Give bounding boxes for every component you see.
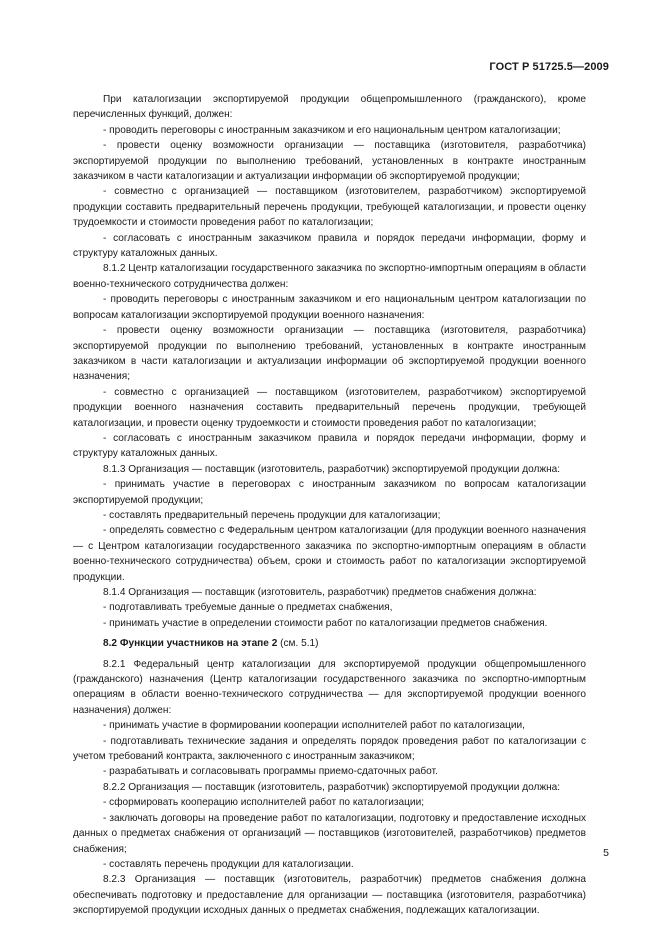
list-item: - определять совместно с Федеральным центром каталогизации (для продукции военного назначения — с Центром каталогизации государственного заказчика по экспортно-импортным операциям в области военно-технического сотрудничества) объем, сроки и стоимость работ по каталогизации экспортируемой продукции.	[73, 525, 586, 583]
clause-8-1-3: 8.1.3 Организация — поставщик (изготовитель, разработчик) экспортируемой продукции должна:	[103, 463, 561, 475]
clause-8-2-2: 8.2.2 Организация — поставщик (изготовитель, разработчик) экспортируемой продукции должна:	[103, 781, 561, 793]
clause-8-1-4: 8.1.4 Организация — поставщик (изготовитель, разработчик) предметов снабжения должна:	[103, 587, 537, 598]
clause-8-1-2: 8.1.2 Центр каталогизации государственного заказчика по экспортно-импортным операциям в области военно-технического сотрудничества должен:	[73, 263, 586, 290]
list-item: - разрабатывать и согласовывать программы приемо-сдаточных работ.	[103, 766, 438, 778]
list-item: - согласовать с иностранным заказчиком правила и порядок передачи информации, форму и структуру каталожных данных.	[73, 432, 586, 460]
list-item: - совместно с организацией — поставщиком (изготовителем, разработчиком) экспортируемой продукции составить предварительный перечень продукции, требующей каталогизации, и провести оценку трудоемкости и стоимости проведения работ по каталогизации;	[73, 186, 586, 229]
section-heading-8-2	[73, 636, 586, 651]
section-ref: (см. 5.1)	[280, 638, 319, 650]
list-item: - провести оценку возможности организации — поставщика (изготовителя, разработчика) экспортируемой продукции по выполнению требований, установленных в контракте иностранным заказчиком в части каталогизации и актуализации информации об экспортируемой продукции военного назначения;	[73, 325, 586, 383]
list-item: - проводить переговоры с иностранным заказчиком и его национальным центром каталогизации;	[103, 124, 561, 136]
list-item: - провести оценку возможности организации — поставщика (изготовителя, разработчика) экспортируемой продукции по выполнению требований, установленных в контракте иностранным заказчиком в части каталогизации и актуализации информации об экспортируемой продукции;	[73, 140, 586, 183]
section-title: 8.2 Функции участников на этапе 2	[103, 638, 278, 650]
list-item: - согласовать с иностранным заказчиком правила и порядок передачи информации, форму и структуру каталожных данных.	[73, 232, 586, 260]
list-item: - совместно с организацией — поставщиком (изготовителем, разработчиком) экспортируемой продукции военного назначения составить предварительный перечень продукции, требующей каталогизации, и провести оценку трудоемкости и стоимости проведения работ по каталогизации;	[73, 386, 586, 429]
list-item: - принимать участие в определении стоимости работ по каталогизации предметов снабжения.	[103, 617, 548, 629]
page-number: 5	[603, 847, 609, 859]
list-item: - принимать участие в формировании кооперации исполнителей работ по каталогизации,	[103, 720, 525, 732]
paragraph: При каталогизации экспортируемой продукции общепромышленного (гражданского), кроме перечисленных функций, должен:	[73, 94, 586, 121]
list-item: - проводить переговоры с иностранным заказчиком и его национальным центром каталогизации по вопросам каталогизации экспортируемой продукции военного назначения:	[73, 294, 586, 321]
list-item: - сформировать кооперацию исполнителей работ по каталогизации;	[103, 797, 425, 809]
list-item: - подготавливать технические задания и определять порядок проведения работ по каталогизации с учетом требований контракта, заключенного с иностранным заказчиком;	[73, 735, 586, 763]
list-item: - принимать участие в переговорах с иностранным заказчиком по вопросам каталогизации экспортируемой продукции;	[73, 479, 586, 506]
standard-code: ГОСТ Р 51725.5—2009	[489, 61, 609, 73]
list-item: - составлять предварительный перечень продукции для каталогизации;	[103, 509, 441, 521]
list-item: - подготавливать требуемые данные о предметах снабжения,	[103, 602, 393, 614]
list-item: - заключать договоры на проведение работ по каталогизации, подготовку и предоставление исходных данных о предметах снабжения от организаций — поставщиков (изготовителей, разработчиков) предметов снабжения;	[73, 812, 586, 855]
clause-8-2-1: 8.2.1 Федеральный центр каталогизации для экспортируемой продукции общепромышленного (гражданского) назначения (Центр каталогизации государственного заказчика по экспортно-импортным операциям в области военно-технического сотрудничества — для экспортируемой продукции военного назначения) должен:	[73, 658, 586, 716]
clause-8-2-3: 8.2.3 Организация — поставщик (изготовитель, разработчик) предметов снабжения должна обеспечивать подготовку и предоставление для организации — поставщика (изготовителя, разработчика) экспортируемой продукции исходных данных о предметах снабжения, подлежащих каталогизации.	[73, 874, 586, 917]
list-item: - составлять перечень продукции для каталогизации.	[103, 858, 354, 870]
page-body	[73, 92, 586, 919]
